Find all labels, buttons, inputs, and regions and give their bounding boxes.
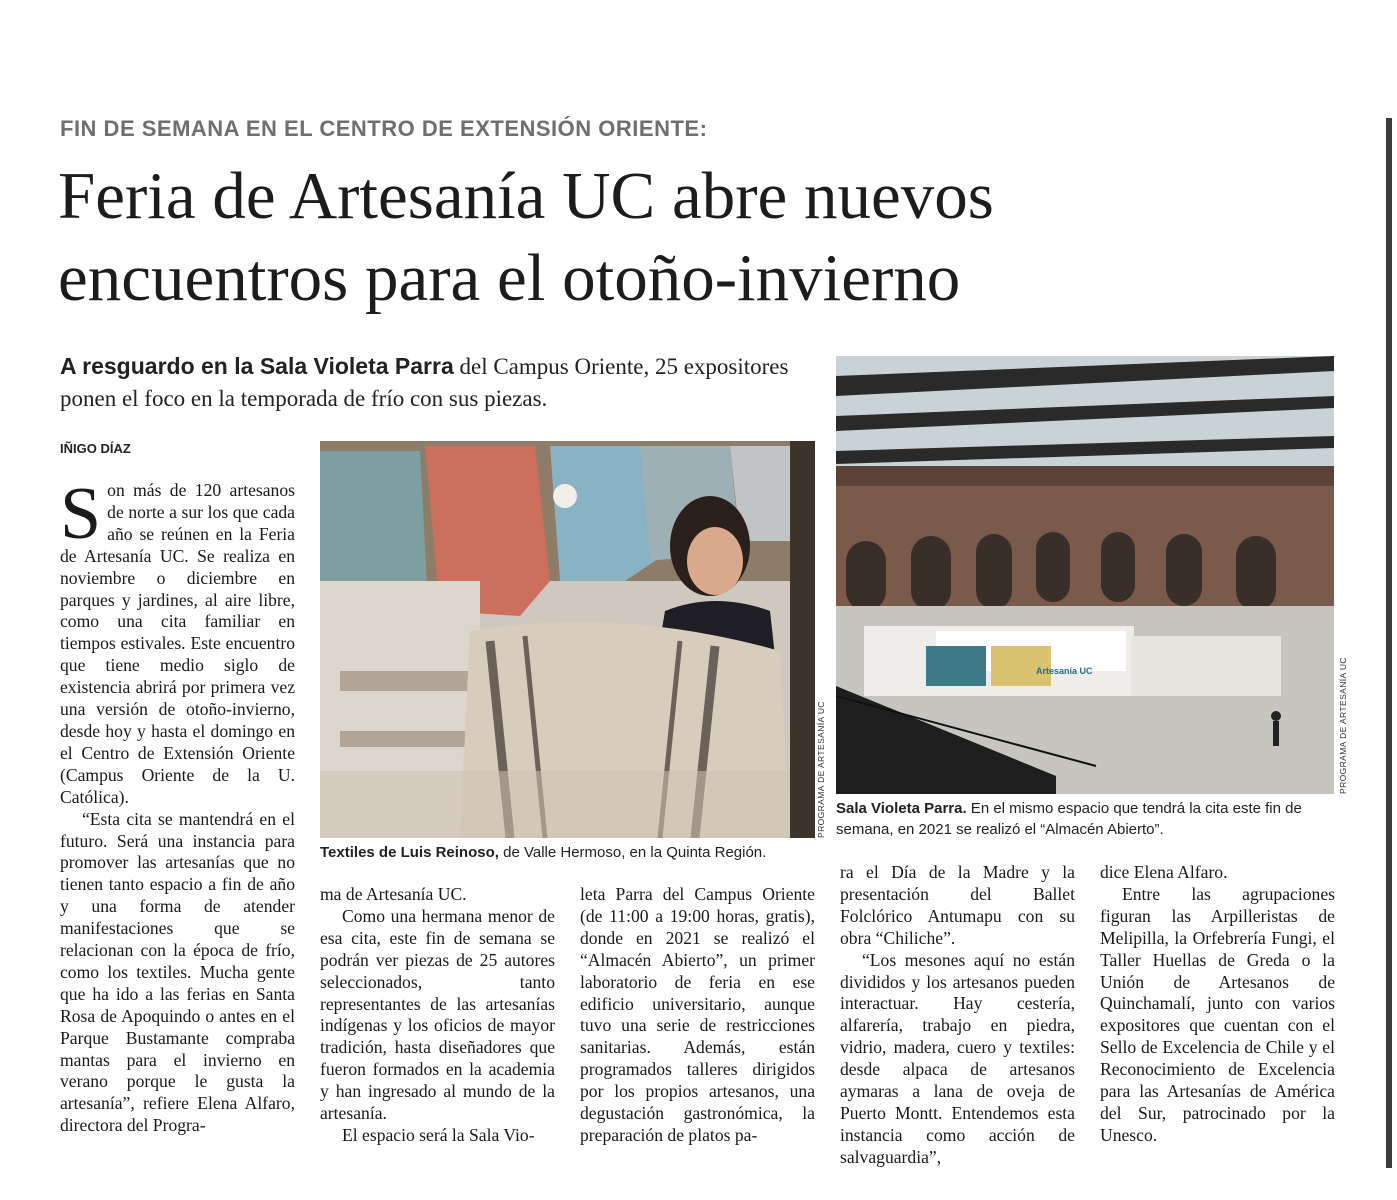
- col5-paragraph-2: Entre las agrupaciones figuran las Arpilleristas de Melipilla, la Orfebrería Fungi, el Taller Huellas de Greda o la Unión de Artesanos de Quinchamalí, junto con varios expositores que cuentan con el Sello de Excelencia de Chile y el Reconocimiento de Excelencia para las Artesanías de América del Sur, patrocinado por la Unesco.: [1100, 883, 1335, 1145]
- column-2: [320, 884, 555, 1147]
- byline: IÑIGO DÍAZ: [60, 441, 131, 456]
- photo-sala-credit: PROGRAMA DE ARTESANÍA UC: [1338, 657, 1348, 794]
- column-1: [60, 473, 295, 1137]
- col5-paragraph-1: dice Elena Alfaro.: [1100, 862, 1228, 882]
- photo-sala: [836, 356, 1334, 794]
- banner-text: Artesanía UC: [1036, 666, 1093, 676]
- photo-sala-image: [836, 356, 1334, 794]
- photo-sala-caption: [836, 798, 1336, 840]
- deck-bold: A resguardo en la Sala Violeta Parra: [60, 353, 454, 379]
- photo-textiles-caption: [320, 842, 840, 863]
- photo-textiles-image: [320, 441, 815, 838]
- col2-paragraph-2: Como una hermana menor de esa cita, este fin de semana se podrán ver piezas de 25 autores seleccionados, tanto representantes de las artesanías indígenas y los oficios de mayor tradición, hasta diseñadores que fueron formados en la academia y han ingresado al mundo de la artesanía.: [320, 905, 555, 1124]
- photo-textiles-caption-rest: de Valle Hermoso, en la Quinta Región.: [498, 844, 767, 861]
- col3-paragraph-1: leta Parra del Campus Oriente (de 11:00 a 19:00 horas, gratis), donde en 2021 se realizó el “Almacén Abierto”, un primer laboratorio de feria en ese edificio universitario, aunque tuvo una serie de restricciones sanitarias. Además, están programados talleres dirigidos por los propios artesanos, una degustación gastronómica, la preparación de platos pa-: [580, 884, 815, 1145]
- photo-textiles-credit: PROGRAMA DE ARTESANÍA UC: [816, 701, 826, 838]
- col2-paragraph-3: El espacio será la Sala Vio-: [342, 1124, 535, 1145]
- col2-paragraph-1: ma de Artesanía UC.: [320, 884, 467, 904]
- column-5: [1100, 862, 1335, 1147]
- page-edge-bar: [1386, 118, 1392, 1168]
- col4-paragraph-2: “Los mesones aquí no están divididos y los artesanos pueden interactuar. Hay cestería, alfarería, trabajo en piedra, vidrio, madera, cuero y textiles: desde alpaca de artesanos aymaras a lana de oveja de Puerto Montt. Entendemos esta instancia como acción de salvaguardia”,: [840, 949, 1075, 1167]
- photo-sala-caption-rest: En el mismo espacio que tendrá la cita este fin de semana, en 2021 se realizó el “Almacén Abierto”.: [836, 800, 1302, 838]
- column-3: [580, 884, 815, 1147]
- headline: [58, 155, 1298, 319]
- column-4: [840, 862, 1075, 1169]
- headline-line-2: encuentros para el otoño-invierno: [58, 241, 961, 315]
- photo-textiles-caption-bold: Textiles de Luis Reinoso,: [320, 844, 499, 861]
- col4-paragraph-1: ra el Día de la Madre y la presentación del Ballet Folclórico Antumapu con su obra “Chiliche”.: [840, 862, 1075, 948]
- col1-paragraph-2: “Esta cita se mantendrá en el futuro. Será una instancia para promover las artesanías que no tienen tanto espacio a fin de año y una forma de atender manifestaciones que se relacionan con la época de frío, como los textiles. Mucha gente que ha ido a las ferias en Santa Rosa de Apoquindo o antes en el Parque Bustamante compraba mantas para el invierno en verano porque le gusta la artesanía”, refiere Elena Alfaro, directora del Progra-: [60, 808, 295, 1136]
- col1-paragraph-1: on más de 120 artesanos de norte a sur los que cada año se reúnen en la Feria de Artesanía UC. Se realiza en noviembre o diciembre en parques y jardines, al aire libre, como una cita familiar en tiempos estivales. Este encuentro que tiene medio siglo de existencia abrirá por primera vez una versión de otoño-invierno, desde hoy y hasta el domingo en el Centro de Extensión Oriente (Campus Oriente de la U. Católica).: [60, 480, 295, 807]
- photo-sala-caption-bold: Sala Violeta Parra.: [836, 800, 967, 817]
- deck-rest: del Campus Oriente, 25 expositores ponen el foco en la temporada de frío con sus piezas.: [60, 354, 789, 411]
- deck: [60, 350, 820, 415]
- photo-textiles: [320, 441, 815, 838]
- kicker: FIN DE SEMANA EN EL CENTRO DE EXTENSIÓN ORIENTE:: [60, 116, 708, 141]
- dropcap: S: [60, 473, 102, 555]
- headline-line-1: Feria de Artesanía UC abre nuevos: [58, 159, 994, 233]
